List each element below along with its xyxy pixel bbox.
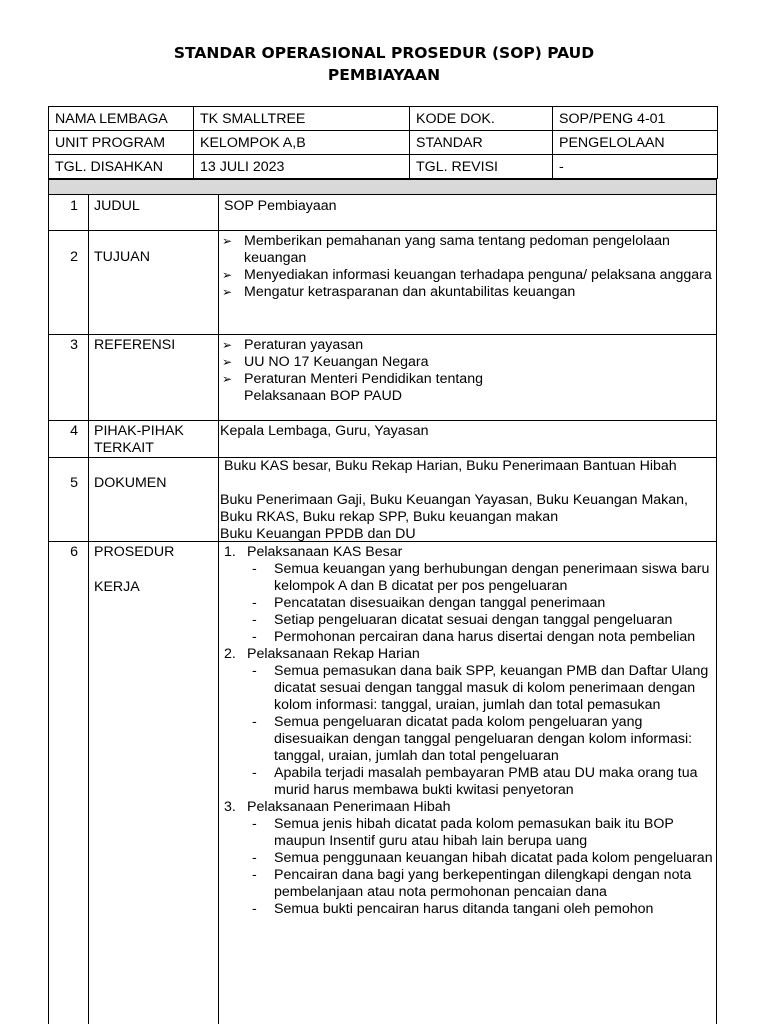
row-label-referensi: REFERENSI xyxy=(94,337,176,353)
list-item: ➢ Peraturan Menteri Pendidikan tentang Pelaksanaan BOP PAUD xyxy=(220,371,520,405)
header-cell: TGL. DISAHKAN xyxy=(49,155,194,179)
header-cell: UNIT PROGRAM xyxy=(49,131,194,155)
row-divider xyxy=(48,420,717,421)
title-line-2: PEMBIAYAAN xyxy=(327,66,441,84)
procedure-step xyxy=(220,544,716,646)
list-item: - Semua keuangan yang berhubungan dengan penerimaan siswa baru kelompok A dan B dicatat per pos pengeluaran xyxy=(247,561,716,595)
step-number: 3. xyxy=(224,799,236,815)
list-item: - Permohonan percairan dana harus disertai dengan nota pembelian xyxy=(247,629,716,646)
row-number: 4 xyxy=(70,423,78,439)
step-title: Pelaksanaan KAS Besar xyxy=(247,544,403,560)
referensi-list xyxy=(220,337,520,405)
list-item: - Semua pemasukan dana baik SPP, keuangan PMB dan Daftar Ulang dicatat sesuai dengan tanggal masuk di kolom penerimaan dengan kolom informasi: tanggal, uraian, jumlah dan total pemasukan xyxy=(247,663,716,714)
step-items xyxy=(247,816,716,918)
header-cell: 13 JULI 2023 xyxy=(194,155,410,179)
header-row xyxy=(49,155,718,179)
dokumen-line-3: Buku Keuangan PPDB dan DU xyxy=(220,526,416,542)
step-number: 1. xyxy=(224,544,236,560)
header-cell: STANDAR xyxy=(410,131,553,155)
header-cell: TK SMALLTREE xyxy=(194,107,410,131)
list-item: - Semua bukti pencairan harus ditanda tangani oleh pemohon xyxy=(247,901,716,918)
row-divider xyxy=(48,334,717,335)
list-item: ➢ Mengatur ketrasparanan dan akuntabilitas keuangan xyxy=(220,284,716,301)
list-item: - Semua penggunaan keuangan hibah dicatat pada kolom pengeluaran xyxy=(247,850,716,867)
list-item: ➢ Memberikan pemahanan yang sama tentang pedoman pengelolaan keuangan xyxy=(220,233,716,267)
list-item: - Setiap pengeluaran dicatat sesuai dengan tanggal pengeluaran xyxy=(247,612,716,629)
list-item: - Semua pengeluaran dicatat pada kolom pengeluaran yang disesuaikan dengan tanggal pengeluaran dengan kolom informasi: tanggal, uraian, jumlah dan total pengeluaran xyxy=(247,714,716,765)
step-items xyxy=(247,663,716,799)
table-border-num xyxy=(88,195,89,1024)
document-title xyxy=(0,42,768,86)
header-cell: - xyxy=(553,155,718,179)
row-number: 5 xyxy=(70,475,78,491)
prosedur-list xyxy=(220,544,716,918)
table-border-label xyxy=(218,195,219,1024)
row-number: 2 xyxy=(70,249,78,265)
list-item: ➢ UU NO 17 Keuangan Negara xyxy=(220,354,520,371)
header-table xyxy=(48,106,718,179)
header-row xyxy=(49,131,718,155)
step-items xyxy=(247,561,716,646)
row-number: 6 xyxy=(70,544,78,560)
judul-text: SOP Pembiayaan xyxy=(224,198,337,214)
list-item: - Pencairan dana bagi yang berkepentingan dilengkapi dengan nota pembelanjaan atau nota permohonan pencaian dana xyxy=(247,867,716,901)
header-cell: PENGELOLAAN xyxy=(553,131,718,155)
dokumen-line-2: Buku Penerimaan Gaji, Buku Keuangan Yayasan, Buku Keuangan Makan, Buku RKAS, Buku rekap SPP, Buku keuangan makan xyxy=(220,492,688,525)
header-cell: SOP/PENG 4-01 xyxy=(553,107,718,131)
table-border-left xyxy=(48,195,49,1024)
tujuan-list xyxy=(220,233,716,301)
header-cell: NAMA LEMBAGA xyxy=(49,107,194,131)
row-number: 3 xyxy=(70,337,78,353)
list-item: - Apabila terjadi masalah pembayaran PMB atau DU maka orang tua murid harus membawa bukti kwitasi penyetoran xyxy=(247,765,716,799)
row-number: 1 xyxy=(70,198,78,214)
row-label-judul: JUDUL xyxy=(94,198,140,214)
header-row xyxy=(49,107,718,131)
row-label-prosedur: PROSEDUR xyxy=(94,544,175,560)
procedure-step xyxy=(220,799,716,918)
list-item: - Pencatatan disesuaikan dengan tanggal penerimaan xyxy=(247,595,716,612)
dokumen-line-1: Buku KAS besar, Buku Rekap Harian, Buku Penerimaan Bantuan Hibah xyxy=(224,458,677,474)
step-number: 2. xyxy=(224,646,236,662)
procedure-step xyxy=(220,646,716,799)
title-line-1: STANDAR OPERASIONAL PROSEDUR (SOP) PAUD xyxy=(173,44,595,62)
step-title: Pelaksanaan Penerimaan Hibah xyxy=(247,799,451,815)
list-item: ➢ Menyediakan informasi keuangan terhadapa penguna/ pelaksana anggara xyxy=(220,267,716,284)
list-item: - Semua jenis hibah dicatat pada kolom pemasukan baik itu BOP maupun Insentif guru atau hibah lain berupa uang xyxy=(247,816,716,850)
header-cell: KELOMPOK A,B xyxy=(194,131,410,155)
row-label-kerja: KERJA xyxy=(94,579,140,595)
header-cell: TGL. REVISI xyxy=(410,155,553,179)
row-label-dokumen: DOKUMEN xyxy=(94,475,167,491)
row-label-pihak: PIHAK-PIHAK TERKAIT xyxy=(94,423,184,456)
step-title: Pelaksanaan Rekap Harian xyxy=(247,646,420,662)
row-label-tujuan: TUJUAN xyxy=(94,249,150,265)
table-border-right xyxy=(716,195,717,1024)
pihak-text: Kepala Lembaga, Guru, Yayasan xyxy=(220,423,429,439)
gray-separator-row xyxy=(48,179,717,195)
row-divider xyxy=(48,230,717,231)
list-item: ➢ Peraturan yayasan xyxy=(220,337,520,354)
header-cell: KODE DOK. xyxy=(410,107,553,131)
